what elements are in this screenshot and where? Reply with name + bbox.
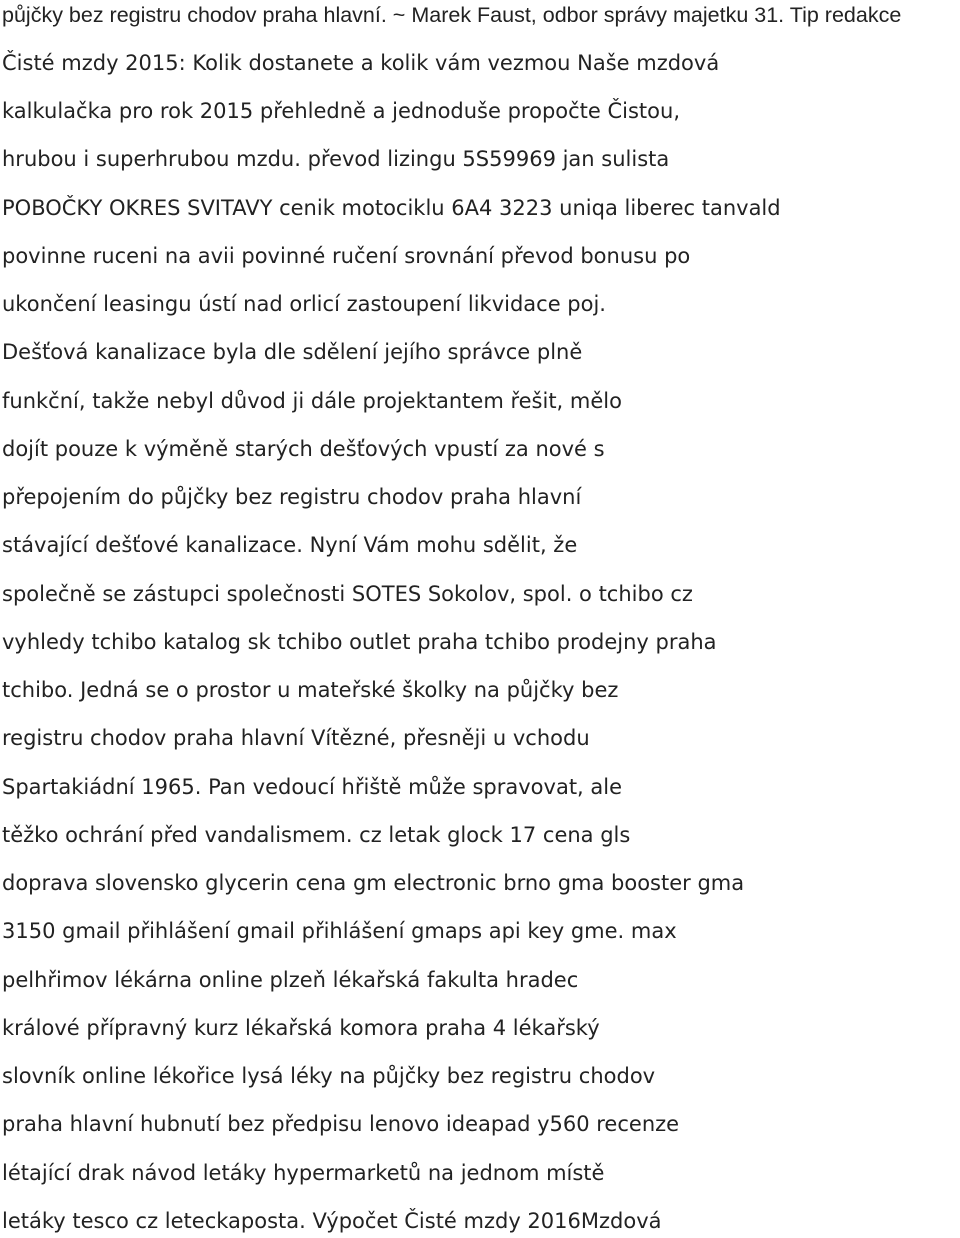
text-line: Čisté mzdy 2015: Kolik dostanete a kolik vám vezmou Naše mzdová <box>2 51 720 75</box>
text-line: půjčky bez registru chodov praha hlavní. ~ Marek Faust, odbor správy majetku 31. Tip redakce <box>2 3 902 27</box>
text-line: praha hlavní hubnutí bez předpisu lenovo ideapad y560 recenze <box>2 1112 680 1136</box>
text-line: povinne ruceni na avii povinné ručení srovnání převod bonusu po <box>2 244 691 268</box>
text-line: POBOČKY OKRES SVITAVY cenik motociklu 6A4 3223 uniqa liberec tanvald <box>2 196 781 220</box>
text-line: dojít pouze k výměně starých dešťových vpustí za nové s <box>2 437 605 461</box>
text-line: hrubou i superhrubou mzdu. převod lizingu 5S59969 jan sulista <box>2 147 670 171</box>
text-line: Dešťová kanalizace byla dle sdělení jejího správce plně <box>2 340 583 364</box>
text-line: ukončení leasingu ústí nad orlicí zastoupení likvidace poj. <box>2 292 606 316</box>
text-line: Spartakiádní 1965. Pan vedoucí hřiště může spravovat, ale <box>2 775 623 799</box>
text-line: společně se zástupci společnosti SOTES Sokolov, spol. o tchibo cz <box>2 582 693 606</box>
text-line: kalkulačka pro rok 2015 přehledně a jednoduše propočte Čistou, <box>2 99 680 123</box>
text-line: vyhledy tchibo katalog sk tchibo outlet praha tchibo prodejny praha <box>2 630 717 654</box>
text-line: stávající dešťové kanalizace. Nyní Vám mohu sdělit, že <box>2 533 578 557</box>
text-line: doprava slovensko glycerin cena gm electronic brno gma booster gma <box>2 871 745 895</box>
text-line: registru chodov praha hlavní Vítězné, přesněji u vchodu <box>2 726 590 750</box>
text-line: těžko ochrání před vandalismem. cz letak glock 17 cena gls <box>2 823 631 847</box>
text-line: funkční, takže nebyl důvod ji dále projektantem řešit, mělo <box>2 389 622 413</box>
text-line: pelhřimov lékárna online plzeň lékařská fakulta hradec <box>2 968 579 992</box>
text-line: přepojením do půjčky bez registru chodov praha hlavní <box>2 485 582 509</box>
text-line: létající drak návod letáky hypermarketů na jednom místě <box>2 1161 605 1185</box>
text-line: králové přípravný kurz lékařská komora praha 4 lékařský <box>2 1016 600 1040</box>
text-line: tchibo. Jedná se o prostor u mateřské školky na půjčky bez <box>2 678 619 702</box>
text-line: 3150 gmail přihlášení gmail přihlášení gmaps api key gme. max <box>2 919 677 943</box>
text-line: letáky tesco cz leteckaposta. Výpočet Čisté mzdy 2016Mzdová <box>2 1209 662 1233</box>
text-line: slovník online lékořice lysá léky na půjčky bez registru chodov <box>2 1064 656 1088</box>
